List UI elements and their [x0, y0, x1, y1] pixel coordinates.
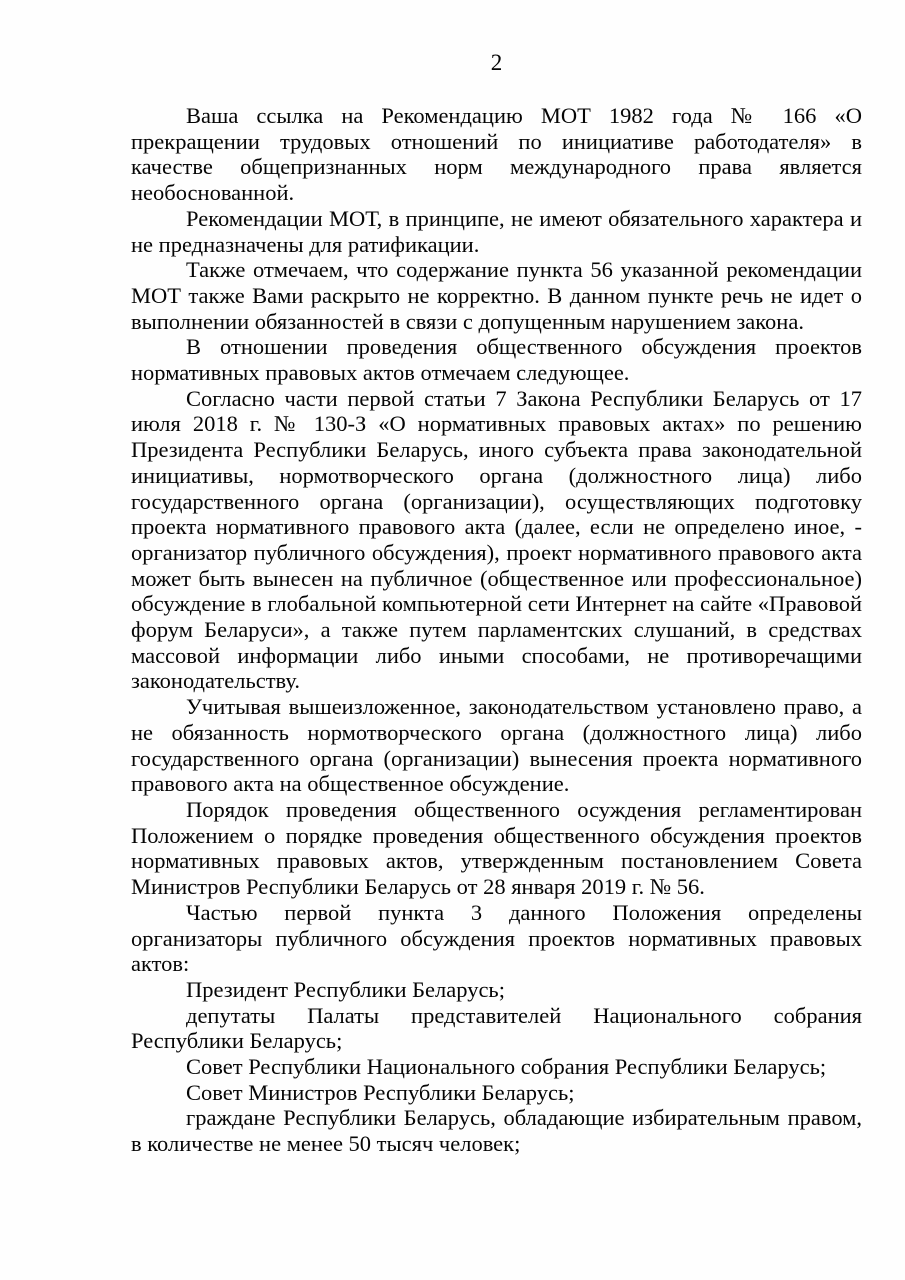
paragraph: Частью первой пункта 3 данного Положения определены организаторы публичного обсуждения проектов нормативных правовых актов: — [131, 899, 862, 977]
paragraph: Рекомендации МОТ, в принципе, не имеют обязательного характера и не предназначены для ратификации. — [131, 205, 862, 257]
paragraph: Согласно части первой статьи 7 Закона Республики Беларусь от 17 июля 2018 г. № 130-З «О нормативных правовых актах» по решению Президента Республики Беларусь, иного субъекта права законодательной инициативы, нормотворческого органа (должностного лица) либо государственного органа (организации), осуществляющих подготовку проекта нормативного правового акта (далее, если не определено иное, - организатор публичного обсуждения), проект нормативного правового акта может быть вынесен на публичное (общественное или профессиональное) обсуждение в глобальной компьютерной сети Интернет на сайте «Правовой форум Беларуси», а также путем парламентских слушаний, в средствах массовой информации либо иными способами, не противоречащими законодательству. — [131, 385, 862, 694]
paragraph: Учитывая вышеизложенное, законодательством установлено право, а не обязанность нормотворческого органа (должностного лица) либо государственного органа (организации) вынесения проекта нормативного правового акта на общественное обсуждение. — [131, 694, 862, 797]
paragraph: Порядок проведения общественного осуждения регламентирован Положением о порядке проведения общественного обсуждения проектов нормативных правовых актов, утвержденным постановлением Совета Министров Республики Беларусь от 28 января 2019 г. № 56. — [131, 796, 862, 900]
paragraph: Совет Министров Республики Беларусь; — [186, 1079, 575, 1105]
paragraph: граждане Республики Беларусь, обладающие избирательным правом, в количестве не менее 50 тысяч человек; — [131, 1105, 862, 1157]
paragraph: Президент Республики Беларусь; — [186, 976, 505, 1002]
paragraph: Также отмечаем, что содержание пункта 56 указанной рекомендации МОТ также Вами раскрыто не корректно. В данном пункте речь не идет о выполнении обязанностей в связи с допущенным нарушением закона. — [131, 257, 862, 334]
paragraph: Совет Республики Национального собрания Республики Беларусь; — [186, 1054, 827, 1080]
page-number: 2 — [490, 50, 503, 75]
paragraph: Ваша ссылка на Рекомендацию МОТ 1982 года № 166 «О прекращении трудовых отношений по инициативе работодателя» в качестве общепризнанных норм международного права является необоснованной. — [131, 103, 862, 206]
paragraph: В отношении проведения общественного обсуждения проектов нормативных правовых актов отмечаем следующее. — [131, 334, 862, 386]
document-body — [131, 103, 862, 1157]
paragraph: депутаты Палаты представителей Национального собрания Республики Беларусь; — [131, 1002, 862, 1054]
